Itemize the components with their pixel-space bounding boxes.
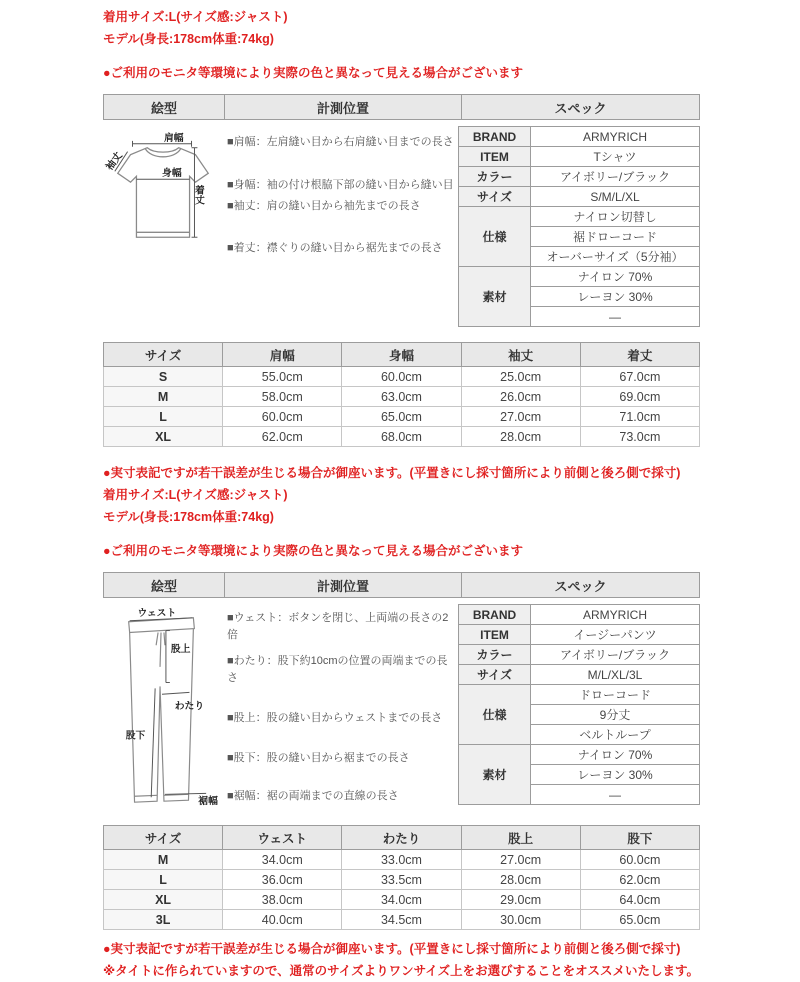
spec-row [459,187,700,207]
size-cell: 63.0cm [342,387,461,407]
size-cell: 33.5cm [342,870,461,890]
size-cell: 60.0cm [223,407,342,427]
size-col-header: ウェスト [223,826,342,850]
diagram-label-shoulder-width: 肩幅 [163,132,184,144]
spec-label: BRAND [459,127,531,147]
size-cell: 65.0cm [342,407,461,427]
model-info-note: モデル(身長:178cm体重:74kg) [103,32,274,46]
size-cell: 27.0cm [461,407,580,427]
pants-measurement-list [225,602,456,805]
size-col-header: 股上 [461,826,580,850]
spec-value: アイボリー/ブラック [531,167,700,187]
spec-row [459,267,700,287]
diagram-label-thigh: わたり [174,701,205,712]
accuracy-note: ●実寸表記ですが若干誤差が生じる場合が御座います。(平置きにし採寸箇所により前側と後ろ側で採寸) [103,466,681,480]
size-cell: 29.0cm [461,890,580,910]
col-header-spec: スペック [461,95,699,119]
size-cell: 34.0cm [342,890,461,910]
spec-value: M/L/XL/3L [531,665,700,685]
col-header-diagram-2: 絵型 [150,578,177,594]
size-cell: 40.0cm [223,910,342,930]
spec-value: — [531,785,700,805]
size-cell: 36.0cm [223,870,342,890]
size-cell: 68.0cm [342,427,461,447]
measure-waist: ■ウェスト：ボタンを閉じ、上両端の長さの2倍 [227,612,449,641]
wearing-size-note-2: 着用サイズ:L(サイズ感:ジャスト) [103,488,288,502]
info-table-header-2 [103,572,700,598]
pants-section [103,572,700,930]
size-col-header: サイズ [104,826,223,850]
size-col-header: 肩幅 [223,343,342,367]
measure-chest: ■身幅：袖の付け根脇下部の縫い目から縫い目 [227,179,454,191]
size-col-header: 股下 [580,826,699,850]
spec-row [459,685,700,705]
spec-value: ベルトループ [531,725,700,745]
spec-value: レーヨン 30% [531,287,700,307]
tight-fit-note: ※タイトに作られていますので、通常のサイズよりワンサイズ上をお選びすることをオススメいたします。 [103,964,700,978]
size-cell: 28.0cm [461,870,580,890]
size-row [104,850,700,870]
size-table-header-row [104,826,700,850]
size-row [104,910,700,930]
diagram-label-rise: 股上 [170,644,191,656]
size-col-header: 袖丈 [461,343,580,367]
size-row-label: XL [104,890,223,910]
spec-value: アイボリー/ブラック [531,645,700,665]
size-col-header: わたり [342,826,461,850]
size-cell: 28.0cm [461,427,580,447]
spec-row [459,167,700,187]
spec-row [459,605,700,625]
spec-label: 素材 [459,745,531,805]
spec-label: サイズ [459,187,531,207]
pants-diagram [103,608,225,815]
tshirt-diagram-svg [103,130,223,252]
tshirt-section [103,94,700,447]
spec-value: ARMYRICH [531,605,700,625]
spec-label: 素材 [459,267,531,327]
tshirt-diagram [103,130,225,257]
size-row-label: M [104,387,223,407]
diagram-label-chest-width: 身幅 [162,168,182,180]
tshirt-info-body [103,120,700,334]
spec-label: BRAND [459,605,531,625]
size-cell: 60.0cm [342,367,461,387]
measure-rise: ■股上：股の縫い目からウェストまでの長さ [227,712,443,724]
size-row-label: L [104,870,223,890]
col-header-measure-position: 計測位置 [224,95,461,119]
size-row [104,387,700,407]
pants-info-body [103,598,700,815]
spec-value: ナイロン 70% [531,745,700,765]
pants-size-table [103,825,700,930]
size-cell: 27.0cm [461,850,580,870]
measure-length: ■着丈：襟ぐりの縫い目から裾先までの長さ [227,242,443,254]
size-col-header: 着丈 [580,343,699,367]
size-col-header: 身幅 [342,343,461,367]
size-row [104,890,700,910]
size-cell: 58.0cm [223,387,342,407]
size-row-label: M [104,850,223,870]
size-row-label: L [104,407,223,427]
size-row-label: S [104,367,223,387]
size-cell: 65.0cm [580,910,699,930]
monitor-color-note-2: ●ご利用のモニタ等環境により実際の色と異なって見える場合がございます [103,544,524,558]
size-cell: 69.0cm [580,387,699,407]
size-cell: 33.0cm [342,850,461,870]
spec-value: 裾ドローコード [531,227,700,247]
size-row [104,870,700,890]
size-cell: 26.0cm [461,387,580,407]
spec-row [459,207,700,227]
spec-row [459,665,700,685]
spec-value: S/M/L/XL [531,187,700,207]
spec-label: 仕様 [459,207,531,267]
size-table-header-row [104,343,700,367]
size-guide-page [103,0,700,982]
diagram-label-sleeve-length: 袖丈 [104,150,125,173]
size-cell: 73.0cm [580,427,699,447]
diagram-label-waist: ウェスト [137,608,177,619]
diagram-label-body-length: 着丈 [192,185,204,205]
size-row [104,407,700,427]
size-cell: 30.0cm [461,910,580,930]
spec-label: ITEM [459,147,531,167]
size-cell: 34.0cm [223,850,342,870]
col-header-measure-position-2: 計測位置 [224,573,461,597]
spec-label: 仕様 [459,685,531,745]
spec-value: ドローコード [531,685,700,705]
spec-label: カラー [459,167,531,187]
tshirt-size-table [103,342,700,447]
size-cell: 64.0cm [580,890,699,910]
spec-label: ITEM [459,625,531,645]
pants-diagram-svg [103,608,221,810]
diagram-label-hem-width: 裾幅 [198,796,218,808]
size-row [104,427,700,447]
spec-value: ARMYRICH [531,127,700,147]
size-row-label: XL [104,427,223,447]
col-header-spec-2: スペック [461,573,699,597]
spec-value: ナイロン 70% [531,267,700,287]
wearing-size-note: 着用サイズ:L(サイズ感:ジャスト) [103,10,288,24]
size-cell: 67.0cm [580,367,699,387]
pants-spec-table [458,604,700,805]
size-cell: 38.0cm [223,890,342,910]
size-row [104,367,700,387]
accuracy-note-2: ●実寸表記ですが若干誤差が生じる場合が御座います。(平置きにし採寸箇所により前側と後ろ側で採寸) [103,942,681,956]
info-table-header [103,94,700,120]
spec-row [459,745,700,765]
spec-row [459,625,700,645]
size-cell: 25.0cm [461,367,580,387]
size-cell: 60.0cm [580,850,699,870]
tshirt-measurement-list [225,124,456,257]
size-cell: 34.5cm [342,910,461,930]
col-header-diagram: 絵型 [150,100,177,116]
spec-row [459,127,700,147]
size-cell: 62.0cm [580,870,699,890]
spec-value: レーヨン 30% [531,765,700,785]
spec-row [459,645,700,665]
measure-hem: ■裾幅：裾の両端までの直線の長さ [227,790,399,802]
size-row-label: 3L [104,910,223,930]
spec-value: — [531,307,700,327]
size-cell: 62.0cm [223,427,342,447]
spec-value: オーバーサイズ（5分袖） [531,247,700,267]
monitor-color-note: ●ご利用のモニタ等環境により実際の色と異なって見える場合がございます [103,66,524,80]
spec-label: サイズ [459,665,531,685]
spec-row [459,147,700,167]
diagram-label-inseam: 股下 [125,730,146,742]
size-cell: 71.0cm [580,407,699,427]
model-info-note-2: モデル(身長:178cm体重:74kg) [103,510,274,524]
tshirt-spec-table [458,126,700,327]
spec-value: 9分丈 [531,705,700,725]
spec-value: ナイロン切替し [531,207,700,227]
measure-inseam: ■股下：股の縫い目から裾までの長さ [227,752,410,764]
size-col-header: サイズ [104,343,223,367]
measure-thigh: ■わたり：股下約10cmの位置の両端までの長さ [227,655,448,684]
measure-shoulder: ■肩幅：左肩縫い目から右肩縫い目までの長さ [227,136,454,148]
spec-value: Tシャツ [531,147,700,167]
spec-label: カラー [459,645,531,665]
spec-value: イージーパンツ [531,625,700,645]
size-cell: 55.0cm [223,367,342,387]
measure-sleeve: ■袖丈：肩の縫い目から袖先までの長さ [227,200,421,212]
